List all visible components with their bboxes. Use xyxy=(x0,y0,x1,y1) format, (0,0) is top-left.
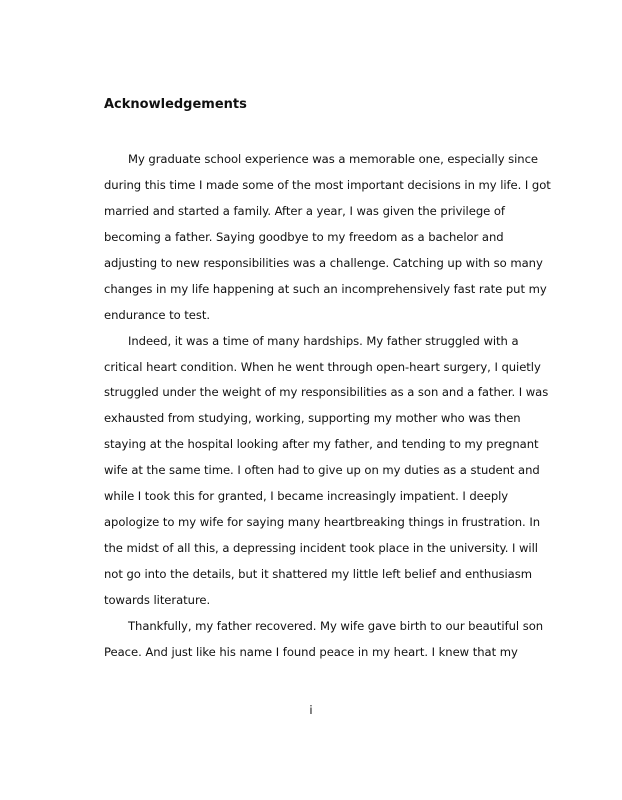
paragraph-line: wife at the same time. I often had to give up on my duties as a student and xyxy=(104,463,540,478)
paragraph-line: Peace. And just like his name I found peace in my heart. I knew that my xyxy=(104,644,518,659)
section-heading: Acknowledgements xyxy=(104,97,247,112)
paragraph-line: exhausted from studying, working, supporting my mother who was then xyxy=(104,411,521,426)
paragraph-line: critical heart condition. When he went through open-heart surgery, I quietly xyxy=(104,359,541,374)
paragraph-line: becoming a father. Saying goodbye to my freedom as a bachelor and xyxy=(104,229,504,244)
body-text xyxy=(104,148,551,667)
paragraph-line: endurance to test. xyxy=(104,307,210,322)
paragraph-line: while I took this for granted, I became increasingly impatient. I deeply xyxy=(104,489,509,504)
paragraph-line: apologize to my wife for saying many heartbreaking things in frustration. In xyxy=(104,515,540,530)
paragraph-line: My graduate school experience was a memorable one, especially since xyxy=(128,152,539,166)
paragraph-line: changes in my life happening at such an incomprehensively fast rate put my xyxy=(104,281,547,296)
paragraph-line: Indeed, it was a time of many hardships. My father struggled with a xyxy=(128,333,519,348)
paragraph-line: staying at the hospital looking after my father, and tending to my pregnant xyxy=(104,437,539,452)
paragraph-line: married and started a family. After a year, I was given the privilege of xyxy=(104,203,505,218)
paragraph-line: struggled under the weight of my responsibilities as a son and a father. I was xyxy=(104,385,549,400)
paragraph-line: during this time I made some of the most important decisions in my life. I got xyxy=(104,177,551,192)
paragraph-line: towards literature. xyxy=(104,592,211,607)
paragraph-line: not go into the details, but it shattered my little left belief and enthusiasm xyxy=(104,567,532,581)
paragraph-line: adjusting to new responsibilities was a challenge. Catching up with so many xyxy=(104,255,543,270)
paragraph-line: Thankfully, my father recovered. My wife gave birth to our beautiful son xyxy=(128,618,544,633)
page-number: i xyxy=(309,703,313,717)
paragraph-line: the midst of all this, a depressing incident took place in the university. I will xyxy=(104,541,538,556)
